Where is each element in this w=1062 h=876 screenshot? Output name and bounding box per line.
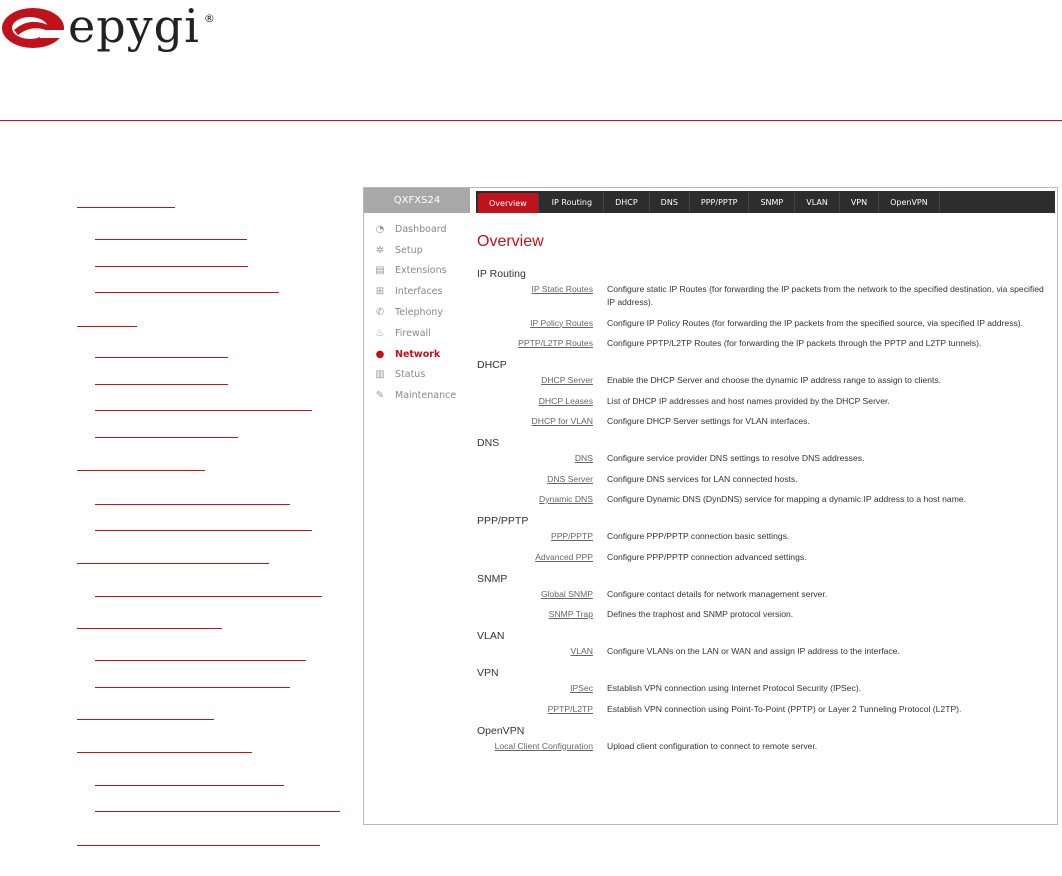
overview-row (477, 608, 1053, 621)
section-heading: PPP/PPTP (477, 515, 529, 527)
overview-row (477, 740, 1053, 753)
overview-description: Configure contact details for network management server. (607, 588, 828, 599)
overview-description: Configure static IP Routes (for forwarding the IP packets from the network to the specified destination, via specified IP address). (607, 284, 1044, 307)
overview-link[interactable]: DNS (574, 453, 593, 463)
tab-openvpn[interactable]: OpenVPN (879, 191, 940, 213)
section-heading: OpenVPN (477, 724, 525, 737)
toc-link-underline[interactable] (95, 504, 290, 505)
sidebar-item-label: Extensions (395, 265, 447, 277)
sidebar-item-label: Setup (395, 244, 423, 256)
overview-description: List of DHCP IP addresses and host names provided by the DHCP Server. (607, 395, 890, 406)
toc-link-underline[interactable] (77, 752, 252, 753)
network-tree-icon: ⊞ (375, 286, 385, 298)
overview-link[interactable]: IP Policy Routes (530, 317, 593, 328)
overview-link[interactable]: PPP/PPTP (550, 531, 593, 541)
sidebar-item-status[interactable] (364, 365, 470, 386)
overview-link[interactable]: Advanced PPP (535, 551, 593, 562)
device-name: QXFXS24 (364, 188, 470, 213)
phone-icon: ✆ (375, 307, 385, 319)
web-ui-panel (363, 187, 1058, 825)
overview-description: Establish VPN connection using Internet Protocol Security (IPSec). (607, 683, 862, 693)
sidebar-item-firewall[interactable] (364, 323, 470, 344)
toc-link-underline[interactable] (77, 563, 269, 564)
overview-link[interactable]: DHCP Server (541, 375, 593, 385)
tab-bar (476, 191, 1055, 213)
overview-link[interactable]: SNMP Trap (548, 609, 593, 619)
toc-link-underline[interactable] (95, 292, 279, 293)
tab-dns[interactable]: DNS (650, 191, 690, 213)
overview-link[interactable]: PPTP/L2TP Routes (518, 338, 593, 348)
epygi-logo (0, 0, 215, 56)
sidebar-item-label: Telephony (395, 307, 444, 319)
sidebar-item-setup[interactable] (364, 240, 470, 261)
toc-link-underline[interactable] (95, 239, 247, 240)
sidebar-item-maintenance[interactable] (364, 385, 470, 406)
sidebar-item-label: Network (395, 348, 441, 360)
book-icon: ▤ (375, 265, 385, 277)
toc-link-underline[interactable] (95, 785, 284, 786)
overview-row (477, 337, 1053, 350)
overview-link[interactable]: DNS Server (547, 473, 593, 484)
tab-overview[interactable]: Overview (478, 193, 539, 213)
toc-link-underline[interactable] (95, 530, 312, 531)
sidebar-item-label: Maintenance (395, 390, 457, 402)
overview-description: Establish VPN connection using Point-To-Point (PPTP) or Layer 2 Tunneling Protocol (L2TP). (607, 703, 962, 714)
toc-link-underline[interactable] (77, 470, 205, 471)
overview-description: Configure PPP/PPTP connection basic settings. (607, 531, 790, 541)
overview-row (477, 317, 1053, 330)
section-heading: SNMP (477, 572, 508, 585)
overview-description: Configure IP Policy Routes (for forwarding the IP packets from the specified source, via specified IP address). (607, 317, 1024, 328)
section-heading: DNS (477, 437, 500, 449)
section-openvpn (477, 725, 1053, 753)
section-dns (477, 437, 1053, 506)
tab-ip-routing[interactable]: IP Routing (541, 191, 604, 213)
overview-link[interactable]: Dynamic DNS (539, 494, 593, 504)
overview-description: Defines the traphost and SNMP protocol version. (607, 609, 794, 619)
page-title: Overview (477, 233, 544, 250)
overview-row (477, 374, 1053, 387)
toc-link-underline[interactable] (95, 357, 228, 358)
sidebar-item-label: Firewall (395, 327, 431, 339)
overview-description: Configure VLANs on the LAN or WAN and assign IP address to the interface. (607, 646, 900, 656)
overview-row (477, 588, 1053, 601)
overview-link[interactable]: IPSec (570, 683, 593, 693)
section-ppp-pptp (477, 515, 1053, 564)
overview-description: Configure PPTP/L2TP Routes (for forwarding the IP packets through the PPTP and L2TP tunnels). (607, 338, 982, 348)
epygi-logo-text: epygi (68, 0, 200, 53)
dashboard-icon: ◔ (375, 223, 385, 235)
wrench-icon: ✎ (375, 390, 385, 402)
toc-link-underline[interactable] (95, 687, 290, 688)
sidebar-nav (364, 219, 470, 406)
section-ip-routing (477, 268, 1053, 350)
toc-link-underline[interactable] (95, 384, 228, 385)
overview-description: Upload client configuration to connect to remote server. (607, 740, 818, 751)
sidebar (364, 188, 470, 824)
overview-row (477, 530, 1053, 543)
gear-icon: ✲ (375, 244, 385, 256)
sidebar-item-telephony[interactable] (364, 302, 470, 323)
overview-link[interactable]: IP Static Routes (531, 284, 593, 294)
globe-icon: ● (375, 348, 385, 360)
overview-description: Configure service provider DNS settings to resolve DNS addresses. (607, 453, 865, 463)
tab-ppp-pptp[interactable]: PPP/PPTP (690, 191, 750, 213)
section-heading: VLAN (477, 630, 505, 642)
sections (477, 268, 1053, 753)
overview-row (477, 415, 1053, 428)
toc-link-underline[interactable] (77, 845, 320, 846)
section-dhcp (477, 359, 1053, 428)
overview-row (477, 703, 1053, 716)
toc-link-underline[interactable] (77, 719, 214, 720)
overview-link[interactable]: Local Client Configuration (494, 740, 593, 751)
toc-link-underline[interactable] (95, 660, 306, 661)
tab-snmp[interactable]: SNMP (749, 191, 795, 213)
tab-vlan[interactable]: VLAN (795, 191, 840, 213)
overview-link[interactable]: VLAN (570, 646, 593, 656)
overview-content (477, 233, 1053, 762)
sidebar-item-network[interactable] (364, 344, 470, 365)
sidebar-item-interfaces[interactable] (364, 281, 470, 302)
sidebar-item-dashboard[interactable] (364, 219, 470, 240)
overview-link[interactable]: DHCP Leases (538, 395, 593, 406)
section-vlan (477, 630, 1053, 658)
section-heading: VPN (477, 667, 499, 679)
overview-link[interactable]: PPTP/L2TP (547, 703, 593, 714)
sidebar-item-label: Interfaces (395, 286, 443, 298)
toc-link-underline[interactable] (77, 628, 222, 629)
epygi-logo-mark (0, 0, 66, 56)
overview-row (477, 645, 1053, 658)
sidebar-item-extensions[interactable] (364, 261, 470, 282)
header-rule (0, 120, 1062, 121)
sidebar-item-label: Status (395, 369, 426, 381)
flame-icon: ♨ (375, 327, 385, 339)
section-vpn (477, 667, 1053, 716)
toc-link-underline[interactable] (77, 326, 137, 327)
section-heading: DHCP (477, 359, 507, 371)
toc-link-underline[interactable] (95, 437, 238, 438)
overview-row (477, 682, 1053, 695)
section-heading: IP Routing (477, 268, 526, 280)
tab-dhcp[interactable]: DHCP (604, 191, 650, 213)
section-snmp (477, 573, 1053, 622)
overview-row (477, 452, 1053, 465)
toc-link-underline[interactable] (95, 596, 322, 597)
tab-vpn[interactable]: VPN (840, 191, 879, 213)
bar-chart-icon: ▥ (375, 369, 385, 381)
toc-link-underline[interactable] (95, 410, 312, 411)
overview-row (477, 473, 1053, 486)
overview-row (477, 395, 1053, 408)
overview-description: Enable the DHCP Server and choose the dynamic IP address range to assign to clients. (607, 375, 942, 385)
overview-row (477, 283, 1053, 309)
toc-link-underline[interactable] (95, 266, 248, 267)
overview-row (477, 493, 1053, 506)
overview-row (477, 551, 1053, 564)
overview-link[interactable]: Global SNMP (540, 588, 593, 599)
toc-link-underline[interactable] (95, 811, 340, 812)
toc-link-underline[interactable] (77, 207, 175, 208)
registered-mark: ® (203, 12, 215, 25)
overview-link[interactable]: DHCP for VLAN (531, 416, 593, 426)
sidebar-item-label: Dashboard (395, 223, 447, 235)
overview-description: Configure DNS services for LAN connected hosts. (607, 473, 798, 484)
overview-description: Configure PPP/PPTP connection advanced settings. (607, 551, 807, 562)
overview-description: Configure Dynamic DNS (DynDNS) service for mapping a dynamic IP address to a host name. (607, 494, 967, 504)
overview-description: Configure DHCP Server settings for VLAN interfaces. (607, 416, 810, 426)
